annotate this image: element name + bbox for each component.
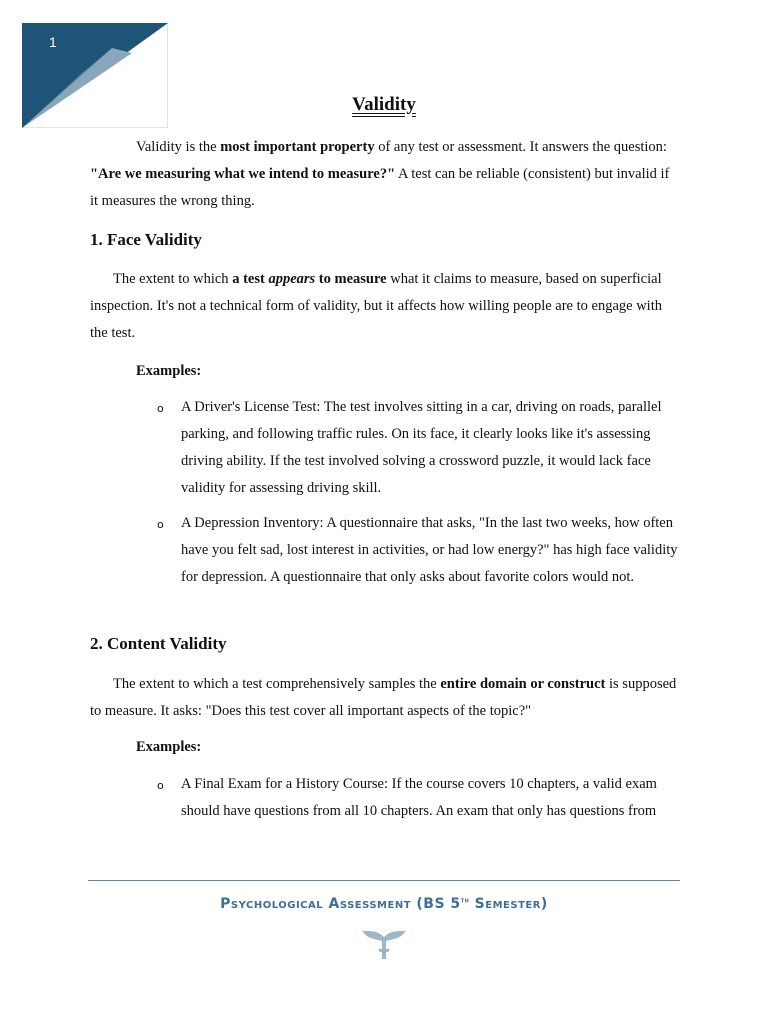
footer-divider [88,880,680,881]
content-examples-label: Examples: [136,739,202,755]
content-validity-paragraph: The extent to which a test comprehensively samples the entire domain or construct is supposed to measure. It asks: "Does this test cover all important aspects of the topic?" [90,676,677,719]
face-examples-label: Examples: [136,363,202,379]
section-heading-face-validity: 1. Face Validity [90,230,202,249]
page-title: Validity [352,94,416,115]
list-item: A Depression Inventory: A questionnaire that asks, "In the last two weeks, how often have you felt sad, lost interest in activities, or had low energy?" has high face validity for depression. A questionnaire that only asks about favorite colors would not. [181,515,678,585]
list-item: A Driver's License Test: The test involves sitting in a car, driving on roads, parallel parking, and following traffic rules. On its face, it clearly looks like it's assessing driving ability. If the test involved solving a crossword puzzle, it would lack face validity for assessing driving skill. [181,399,662,496]
section-heading-content-validity: 2. Content Validity [90,634,227,653]
bullet-marker: o [157,402,164,415]
ornament-icon [361,927,407,961]
page-number: 1 [49,34,57,50]
footer-course-title: Psychological Assessment (BS 5th Semester) [220,896,548,912]
intro-paragraph: Validity is the most important property of any test or assessment. It answers the question: "Are we measuring what we intend to measure?" A test can be reliable (consistent) but invalid if it measures the wrong thing. [90,139,670,209]
list-item: A Final Exam for a History Course: If the course covers 10 chapters, a valid exam should have questions from all 10 chapters. An exam that only has questions from [181,776,657,819]
face-validity-paragraph: The extent to which a test appears to measure what it claims to measure, based on superficial inspection. It's not a technical form of validity, but it affects how willing people are to engage with the test. [90,271,662,341]
bullet-marker: o [157,518,164,531]
bullet-marker: o [157,779,164,792]
